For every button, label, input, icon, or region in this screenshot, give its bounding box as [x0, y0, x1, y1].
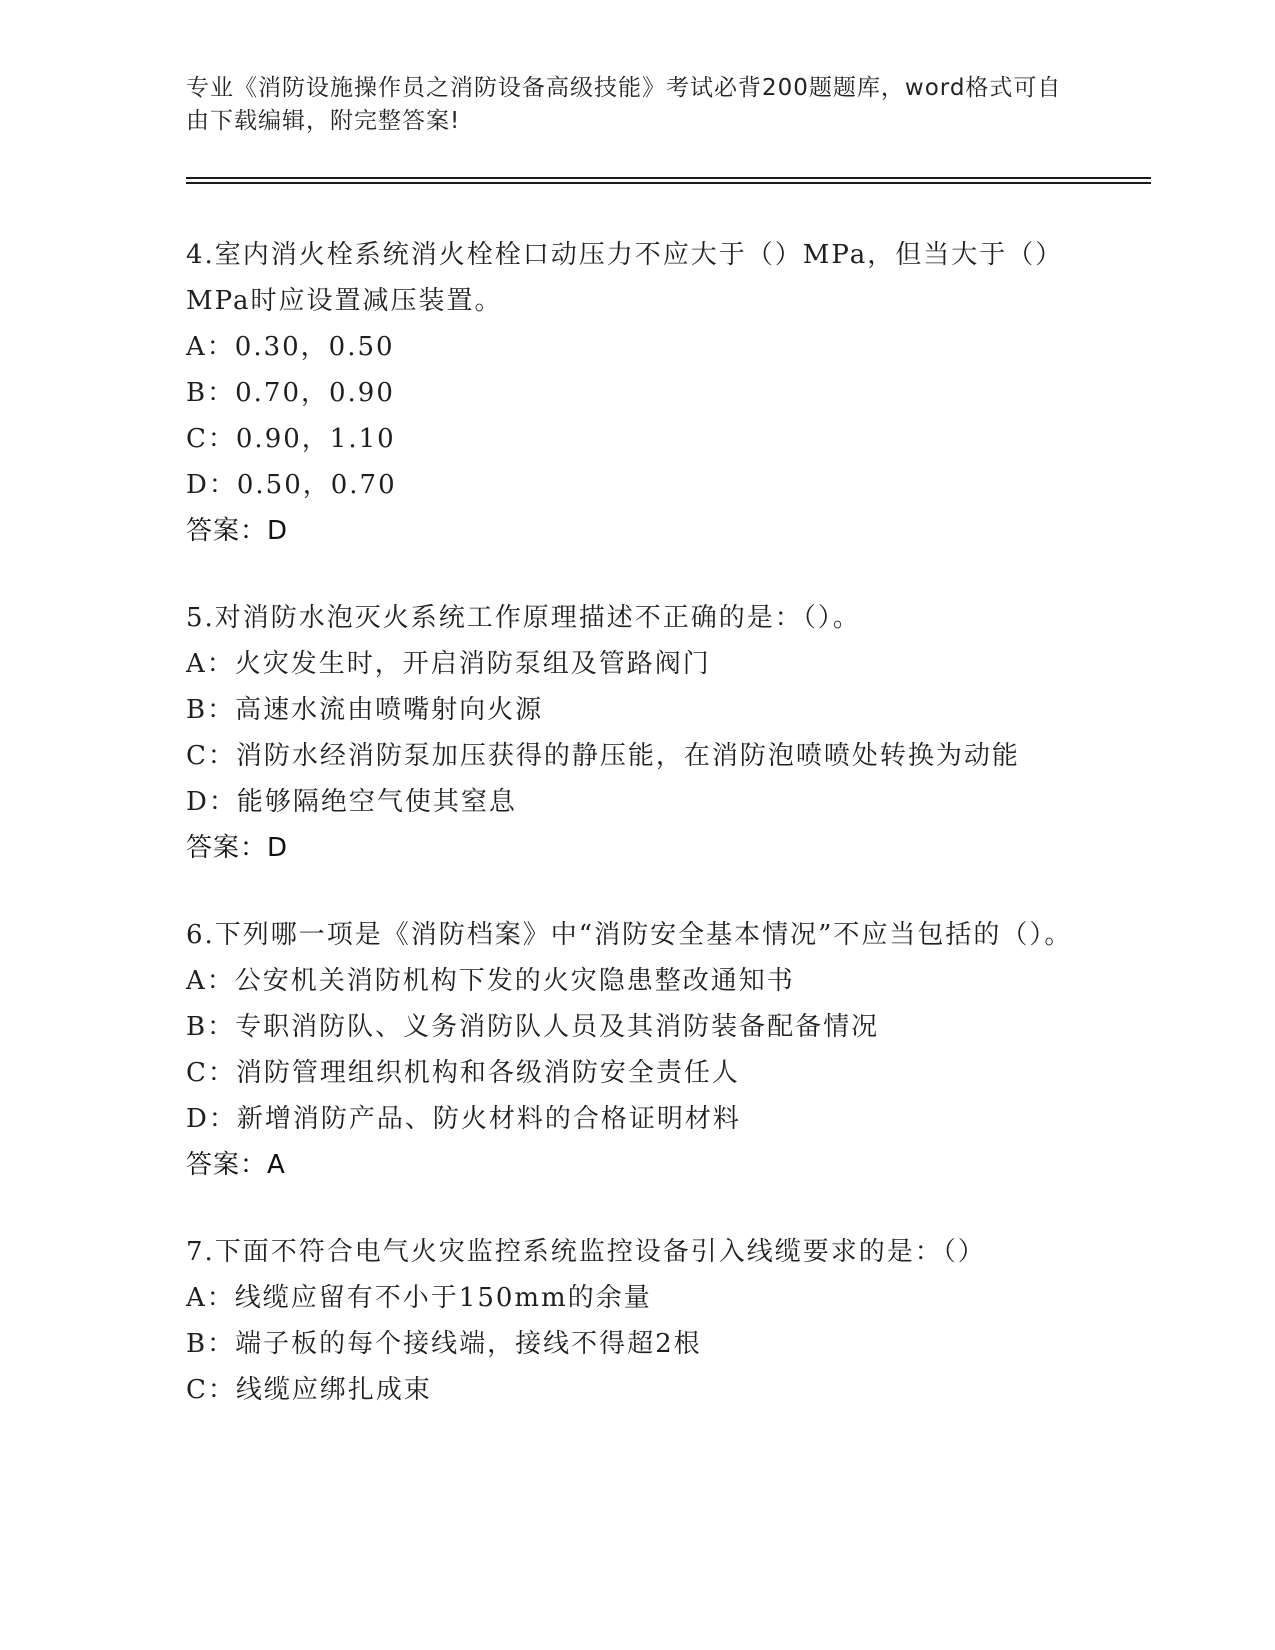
question-text: 7.下面不符合电气火灾监控系统监控设备引入线缆要求的是：（）: [186, 1237, 986, 1267]
question-text: 6.下列哪一项是《消防档案》中“消防安全基本情况”不应当包括的（）。: [186, 920, 1073, 950]
option-a: A：火灾发生时，开启消防泵组及管路阀门: [186, 649, 711, 679]
option-a: A：公安机关消防机构下发的火灾隐患整改通知书: [186, 966, 795, 996]
header-divider-bottom: [186, 182, 1151, 184]
answer-line: 答案：D: [186, 516, 289, 546]
option-b: B：0.70，0.90: [186, 378, 395, 408]
question-list: [186, 232, 1086, 1454]
option-c: C：消防水经消防泵加压获得的静压能，在消防泡喷喷处转换为动能: [186, 741, 1020, 771]
question-6: [186, 912, 1086, 1188]
option-b: B：高速水流由喷嘴射向火源: [186, 695, 544, 725]
question-5: [186, 595, 1086, 871]
option-b: B：端子板的每个接线端，接线不得超2根: [186, 1329, 702, 1359]
option-c: C：消防管理组织机构和各级消防安全责任人: [186, 1058, 740, 1088]
question-7: [186, 1229, 1086, 1413]
option-c: C：0.90，1.10: [186, 424, 396, 454]
question-text: 5.对消防水泡灭火系统工作原理描述不正确的是：（）。: [186, 603, 861, 633]
option-d: D：能够隔绝空气使其窒息: [186, 787, 517, 817]
option-a: A：0.30，0.50: [186, 332, 395, 362]
option-c: C：线缆应绑扎成束: [186, 1375, 432, 1405]
answer-line: 答案：A: [186, 1150, 286, 1180]
answer-line: 答案：D: [186, 833, 289, 863]
option-d: D：新增消防产品、防火材料的合格证明材料: [186, 1104, 741, 1134]
option-a: A：线缆应留有不小于150mm的余量: [186, 1283, 652, 1313]
document-header: [186, 72, 1066, 138]
question-4: [186, 232, 1086, 554]
header-intro: 专业《消防设施操作员之消防设备高级技能》考试必背200题题库，word格式可自由下载编辑，附完整答案!: [186, 75, 1062, 134]
header-divider-top: [186, 177, 1151, 179]
option-b: B：专职消防队、义务消防队人员及其消防装备配备情况: [186, 1012, 880, 1042]
question-text: 4.室内消火栓系统消火栓栓口动压力不应大于（）MPa，但当大于（）MPa时应设置减压装置。: [186, 240, 1064, 316]
option-d: D：0.50，0.70: [186, 470, 397, 500]
